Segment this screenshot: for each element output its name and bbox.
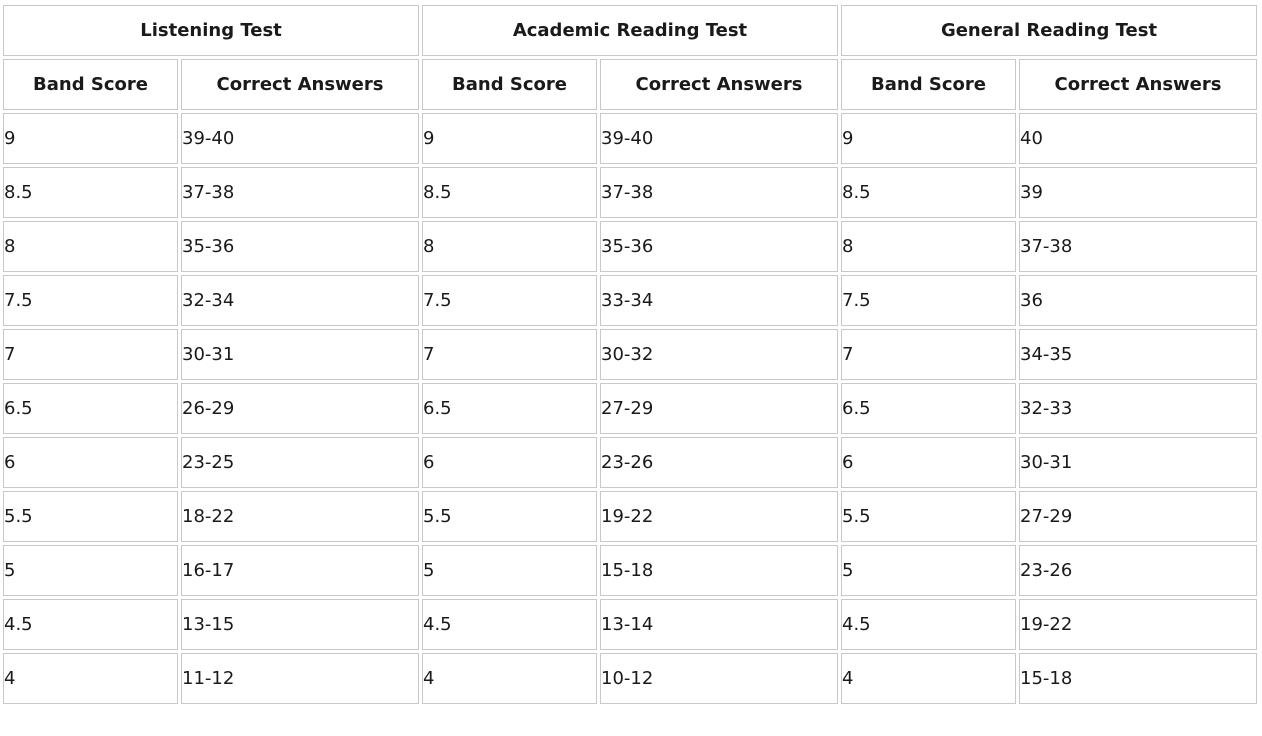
academic-correct-cell: 19-22 — [600, 491, 838, 542]
band-score-cell: 9 — [3, 113, 178, 164]
listening-correct-cell: 32-34 — [181, 275, 419, 326]
score-table-container — [3, 5, 1260, 707]
band-score-cell: 9 — [422, 113, 597, 164]
academic-correct-cell: 27-29 — [600, 383, 838, 434]
column-header-correct-answers: Correct Answers — [600, 59, 838, 110]
band-score-cell: 8.5 — [3, 167, 178, 218]
listening-correct-cell: 18-22 — [181, 491, 419, 542]
academic-correct-cell: 33-34 — [600, 275, 838, 326]
band-score-cell: 6.5 — [422, 383, 597, 434]
table-row — [3, 653, 1257, 704]
band-score-cell: 5.5 — [841, 491, 1016, 542]
table-body — [3, 113, 1257, 704]
table-row — [3, 329, 1257, 380]
general-correct-cell: 37-38 — [1019, 221, 1257, 272]
academic-correct-cell: 10-12 — [600, 653, 838, 704]
band-score-cell: 4 — [3, 653, 178, 704]
band-score-cell: 6.5 — [841, 383, 1016, 434]
column-header-band-score: Band Score — [3, 59, 178, 110]
listening-correct-cell: 35-36 — [181, 221, 419, 272]
general-correct-cell: 23-26 — [1019, 545, 1257, 596]
column-header-row — [3, 59, 1257, 110]
listening-correct-cell: 26-29 — [181, 383, 419, 434]
band-score-cell: 7.5 — [841, 275, 1016, 326]
band-score-cell: 8 — [3, 221, 178, 272]
band-score-cell: 5 — [3, 545, 178, 596]
band-score-table — [0, 2, 1260, 707]
group-header-listening: Listening Test — [3, 5, 419, 56]
band-score-cell: 4 — [422, 653, 597, 704]
column-header-correct-answers: Correct Answers — [181, 59, 419, 110]
band-score-cell: 4.5 — [422, 599, 597, 650]
band-score-cell: 7 — [422, 329, 597, 380]
band-score-cell: 4.5 — [841, 599, 1016, 650]
table-row — [3, 167, 1257, 218]
listening-correct-cell: 13-15 — [181, 599, 419, 650]
band-score-cell: 6 — [422, 437, 597, 488]
academic-correct-cell: 39-40 — [600, 113, 838, 164]
general-correct-cell: 19-22 — [1019, 599, 1257, 650]
band-score-cell: 7.5 — [422, 275, 597, 326]
column-header-band-score: Band Score — [841, 59, 1016, 110]
column-header-band-score: Band Score — [422, 59, 597, 110]
band-score-cell: 6.5 — [3, 383, 178, 434]
band-score-cell: 6 — [3, 437, 178, 488]
listening-correct-cell: 23-25 — [181, 437, 419, 488]
group-header-general-reading: General Reading Test — [841, 5, 1257, 56]
table-row — [3, 437, 1257, 488]
table-row — [3, 383, 1257, 434]
listening-correct-cell: 11-12 — [181, 653, 419, 704]
table-row — [3, 113, 1257, 164]
table-row — [3, 221, 1257, 272]
band-score-cell: 7 — [3, 329, 178, 380]
listening-correct-cell: 30-31 — [181, 329, 419, 380]
table-row — [3, 491, 1257, 542]
general-correct-cell: 40 — [1019, 113, 1257, 164]
table-row — [3, 599, 1257, 650]
listening-correct-cell: 16-17 — [181, 545, 419, 596]
band-score-cell: 5 — [422, 545, 597, 596]
general-correct-cell: 30-31 — [1019, 437, 1257, 488]
band-score-cell: 8.5 — [422, 167, 597, 218]
group-header-academic-reading: Academic Reading Test — [422, 5, 838, 56]
academic-correct-cell: 30-32 — [600, 329, 838, 380]
general-correct-cell: 32-33 — [1019, 383, 1257, 434]
band-score-cell: 5 — [841, 545, 1016, 596]
academic-correct-cell: 23-26 — [600, 437, 838, 488]
band-score-cell: 5.5 — [3, 491, 178, 542]
band-score-cell: 7.5 — [3, 275, 178, 326]
general-correct-cell: 34-35 — [1019, 329, 1257, 380]
column-header-correct-answers: Correct Answers — [1019, 59, 1257, 110]
table-row — [3, 275, 1257, 326]
academic-correct-cell: 37-38 — [600, 167, 838, 218]
general-correct-cell: 39 — [1019, 167, 1257, 218]
group-header-row — [3, 5, 1257, 56]
band-score-cell: 7 — [841, 329, 1016, 380]
band-score-cell: 8 — [841, 221, 1016, 272]
band-score-cell: 5.5 — [422, 491, 597, 542]
listening-correct-cell: 37-38 — [181, 167, 419, 218]
table-row — [3, 545, 1257, 596]
academic-correct-cell: 13-14 — [600, 599, 838, 650]
general-correct-cell: 36 — [1019, 275, 1257, 326]
general-correct-cell: 15-18 — [1019, 653, 1257, 704]
academic-correct-cell: 15-18 — [600, 545, 838, 596]
academic-correct-cell: 35-36 — [600, 221, 838, 272]
band-score-cell: 8 — [422, 221, 597, 272]
listening-correct-cell: 39-40 — [181, 113, 419, 164]
general-correct-cell: 27-29 — [1019, 491, 1257, 542]
band-score-cell: 9 — [841, 113, 1016, 164]
band-score-cell: 6 — [841, 437, 1016, 488]
band-score-cell: 4 — [841, 653, 1016, 704]
band-score-cell: 8.5 — [841, 167, 1016, 218]
band-score-cell: 4.5 — [3, 599, 178, 650]
